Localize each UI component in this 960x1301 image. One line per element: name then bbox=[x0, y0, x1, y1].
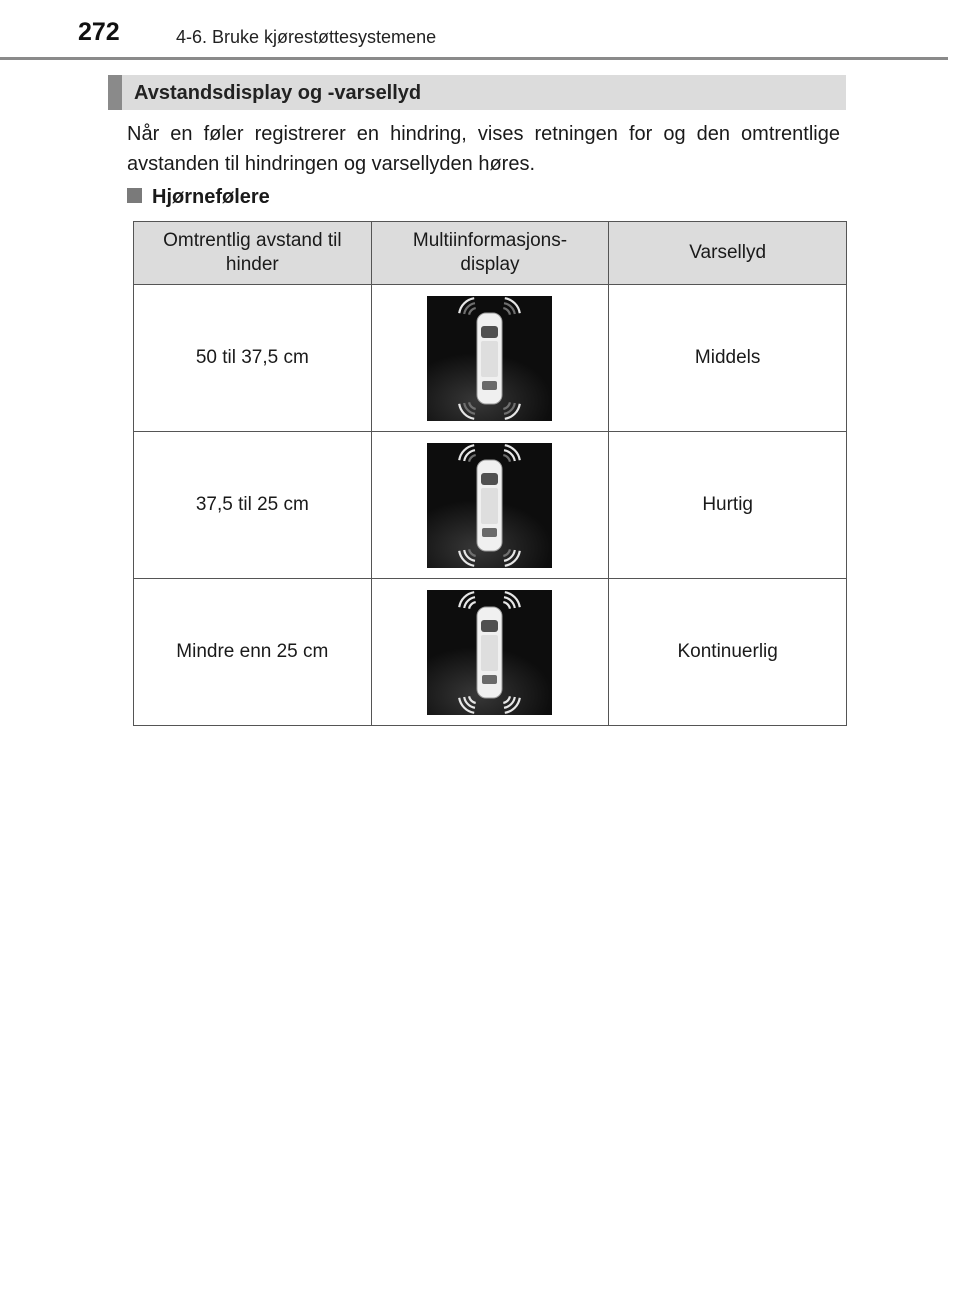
subheading-text: Hjørnefølere bbox=[152, 186, 270, 208]
square-bullet-icon bbox=[127, 188, 142, 203]
intro-paragraph: Når en føler registrerer en hindring, vises retningen for og den omtrentlige avstanden til hindringen og varsellyden høres. bbox=[127, 123, 840, 175]
car-windshield bbox=[481, 620, 498, 632]
table-row bbox=[134, 579, 847, 726]
sound-cell: Hurtig bbox=[609, 432, 847, 579]
distance-cell: Mindre enn 25 cm bbox=[134, 579, 372, 726]
header-sound: Varsellyd bbox=[609, 222, 847, 285]
page-number: 272 bbox=[78, 18, 120, 46]
car-rear-window bbox=[482, 381, 497, 390]
parking-sensor-display-image bbox=[427, 296, 552, 421]
header-display: Multiinformasjons-display bbox=[371, 222, 609, 285]
display-cell bbox=[371, 285, 609, 432]
page-header bbox=[0, 0, 960, 60]
table-row bbox=[134, 432, 847, 579]
sound-cell: Middels bbox=[609, 285, 847, 432]
car-windshield bbox=[481, 473, 498, 485]
header-distance: Omtrentlig avstand til hinder bbox=[134, 222, 372, 285]
section-title: Avstandsdisplay og -varsellyd bbox=[134, 82, 422, 104]
display-cell bbox=[371, 432, 609, 579]
car-roof bbox=[481, 341, 498, 377]
parking-sensor-display-image bbox=[427, 443, 552, 568]
display-cell bbox=[371, 579, 609, 726]
subheading bbox=[127, 186, 270, 209]
table-row bbox=[134, 285, 847, 432]
car-roof bbox=[481, 488, 498, 524]
sensor-table bbox=[133, 221, 847, 726]
section-title-bar bbox=[108, 75, 846, 110]
car-windshield bbox=[481, 326, 498, 338]
car-rear-window bbox=[482, 675, 497, 684]
car-rear-window bbox=[482, 528, 497, 537]
car-roof bbox=[481, 635, 498, 671]
distance-cell: 37,5 til 25 cm bbox=[134, 432, 372, 579]
header-rule bbox=[0, 57, 948, 60]
chapter-title: 4-6. Bruke kjørestøttesystemene bbox=[176, 27, 437, 47]
sound-cell: Kontinuerlig bbox=[609, 579, 847, 726]
distance-cell: 50 til 37,5 cm bbox=[134, 285, 372, 432]
parking-sensor-display-image bbox=[427, 590, 552, 715]
table-header-row bbox=[134, 222, 847, 285]
